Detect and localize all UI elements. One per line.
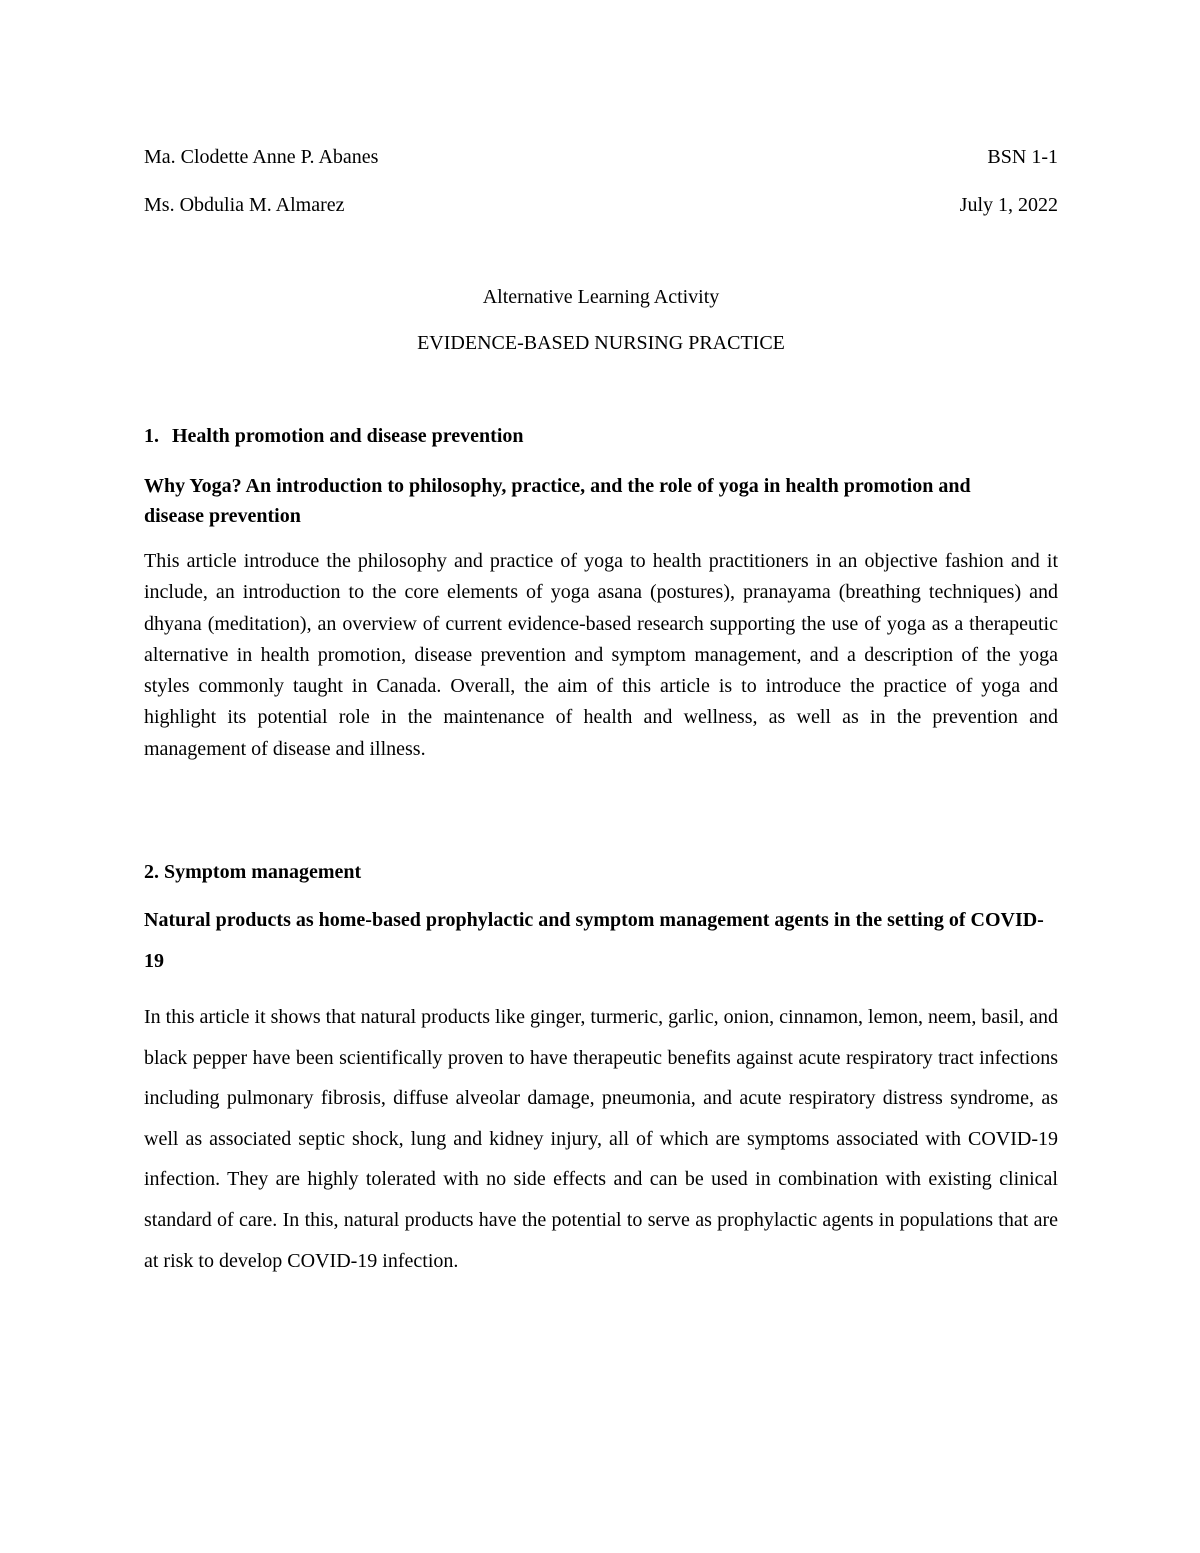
section1-body: This article introduce the philosophy and practice of yoga to health practitioners in an objective fashion and it include, an introduction to the core elements of yoga asana (postures), pranayama (breathing techniques) and dhyana (meditation), an overview of current evidence-based research supporting the use of yoga as a therapeutic alternative in health promotion, disease prevention and symptom management, and a description of the yoga styles commonly taught in Canada. Overall, the aim of this article is to introduce the practice of yoga and highlight its potential role in the maintenance of health and wellness, as well as in the prevention and management of disease and illness.	[144, 550, 1058, 760]
section1-heading-text: Health promotion and disease prevention	[172, 425, 524, 447]
section2-heading: 2. Symptom management	[144, 861, 362, 883]
section1-article-title: Why Yoga? An introduction to philosophy, practice, and the role of yoga in health promotion and disease prevention	[144, 475, 971, 527]
document-title: EVIDENCE-BASED NURSING PRACTICE	[417, 332, 785, 354]
section2-body: In this article it shows that natural products like ginger, turmeric, garlic, onion, cinnamon, lemon, neem, basil, and black pepper have been scientifically proven to have therapeutic benefits against acute respiratory tract infections including pulmonary fibrosis, diffuse alveolar damage, pneumonia, and acute respiratory distress syndrome, as well as associated septic shock, lung and kidney injury, all of which are symptoms associated with COVID-19 infection. They are highly tolerated with no side effects and can be used in combination with existing clinical standard of care. In this, natural products have the potential to serve as prophylactic agents in populations that are at risk to develop COVID-19 infection.	[144, 1006, 1058, 1272]
section1-number: 1.	[144, 425, 159, 447]
section-code: BSN 1-1	[987, 146, 1058, 168]
instructor-name: Ms. Obdulia M. Almarez	[144, 194, 345, 216]
activity-title: Alternative Learning Activity	[482, 286, 720, 308]
header-row-2	[144, 193, 1058, 217]
header-row-1	[144, 145, 1058, 169]
section1-heading	[144, 421, 1058, 451]
section2-article-title: Natural products as home-based prophylactic and symptom management agents in the setting of COVID-19	[144, 909, 1044, 972]
student-name: Ma. Clodette Anne P. Abanes	[144, 146, 379, 168]
document-date: July 1, 2022	[959, 194, 1058, 216]
